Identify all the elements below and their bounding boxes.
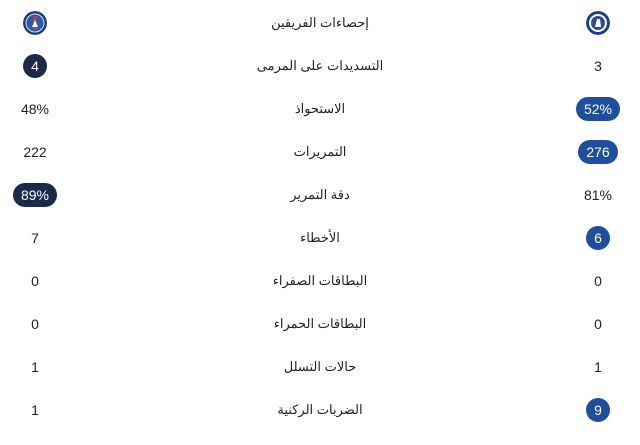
psg-value-cell	[0, 345, 70, 388]
psg-value: 0	[31, 272, 39, 289]
psg-value: 89%	[13, 183, 57, 207]
psg-value-cell	[0, 259, 70, 302]
stat-label: الاستحواذ	[294, 101, 346, 116]
psg-value-cell	[0, 302, 70, 345]
psg-value-cell	[0, 173, 70, 216]
psg-value: 7	[31, 229, 39, 246]
psg-value: 1	[31, 358, 39, 375]
chelsea-value-cell	[563, 87, 633, 130]
chelsea-value: 0	[594, 272, 602, 289]
chelsea-value: 81%	[583, 186, 613, 203]
psg-value-cell	[0, 388, 70, 431]
stat-row	[0, 87, 640, 130]
psg-logo	[0, 1, 70, 44]
header-row	[0, 1, 640, 44]
header-title: إحصاءات الفريقين	[271, 15, 369, 30]
psg-value-cell	[0, 87, 70, 130]
chelsea-value-cell	[563, 216, 633, 259]
stat-label: الضربات الركنية	[277, 402, 363, 417]
psg-crest-icon	[23, 11, 47, 35]
chelsea-value-cell	[563, 44, 633, 87]
stat-row	[0, 44, 640, 87]
chelsea-value: 3	[594, 57, 602, 74]
stat-label: البطاقات الحمراء	[273, 316, 367, 331]
chelsea-crest-icon	[586, 11, 610, 35]
stat-row	[0, 345, 640, 388]
psg-value-cell	[0, 130, 70, 173]
psg-value: 48%	[20, 100, 50, 117]
stat-row	[0, 173, 640, 216]
stat-label: البطاقات الصفراء	[272, 273, 368, 288]
chelsea-value-cell	[563, 259, 633, 302]
chelsea-value: 6	[586, 226, 610, 250]
chelsea-value-cell	[563, 388, 633, 431]
chelsea-value-cell	[563, 345, 633, 388]
stat-label: التسديدات على المرمى	[256, 58, 384, 73]
chelsea-value-cell	[563, 130, 633, 173]
chelsea-value: 276	[578, 140, 617, 164]
psg-value: 222	[23, 143, 47, 160]
stat-row	[0, 302, 640, 345]
stat-label: التمريرات	[293, 144, 347, 159]
stat-row	[0, 130, 640, 173]
stat-row	[0, 259, 640, 302]
chelsea-logo	[563, 1, 633, 44]
psg-value: 1	[31, 401, 39, 418]
psg-value-cell	[0, 44, 70, 87]
chelsea-value-cell	[563, 173, 633, 216]
chelsea-value-cell	[563, 302, 633, 345]
psg-value: 0	[31, 315, 39, 332]
stat-row	[0, 216, 640, 259]
stat-label: دقة التمرير	[290, 187, 350, 202]
stat-label: حالات التسلل	[283, 359, 357, 374]
chelsea-value: 9	[586, 398, 610, 422]
psg-value: 4	[23, 54, 47, 78]
stat-row	[0, 388, 640, 431]
chelsea-value: 1	[594, 358, 602, 375]
stat-label: الأخطاء	[300, 230, 340, 245]
chelsea-value: 0	[594, 315, 602, 332]
chelsea-value: 52%	[576, 97, 620, 121]
psg-value-cell	[0, 216, 70, 259]
